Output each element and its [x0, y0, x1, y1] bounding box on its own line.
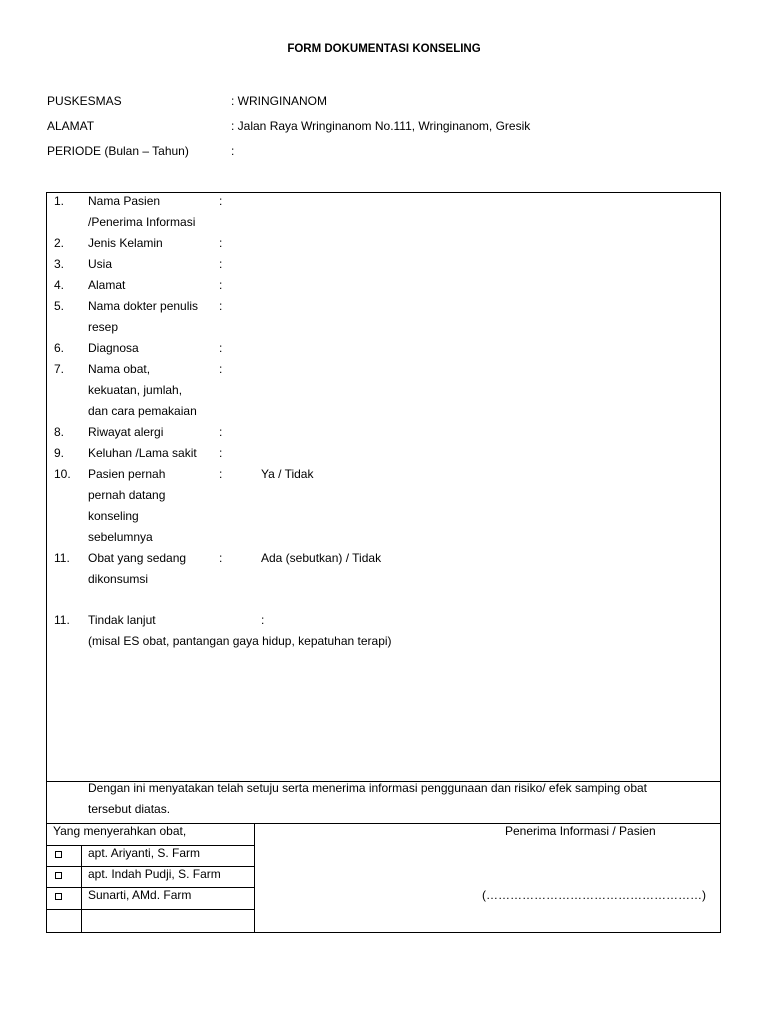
item-colon: : [219, 257, 223, 271]
item-label-line: pernah datang [88, 488, 166, 502]
item-label-line: Keluhan /Lama sakit [88, 446, 197, 460]
puskesmas-label: PUSKESMAS [47, 94, 122, 108]
item-label-line: resep [88, 320, 119, 334]
item-label-line: Jenis Kelamin [88, 236, 163, 250]
checkbox-column-divider [81, 845, 82, 933]
item-colon: : [219, 467, 223, 481]
signature-column-divider [254, 823, 255, 933]
staff-name-1: apt. Ariyanti, S. Farm [88, 846, 201, 860]
item-label-line: Riwayat alergi [88, 425, 164, 439]
statement-line-1: Dengan ini menyatakan telah setuju serta menerima informasi penggunaan dan risiko/ efek samping obat [88, 781, 647, 795]
item-label-line: Obat yang sedang [88, 551, 187, 565]
item-colon: : [219, 362, 223, 376]
item-label-line: Alamat [88, 278, 126, 292]
periode-value: : [231, 144, 235, 158]
item-number: 5. [54, 299, 65, 313]
staff-checkbox-2[interactable] [55, 872, 62, 879]
staff-name-2: apt. Indah Pudji, S. Farm [88, 867, 221, 881]
item-label-line: Nama dokter penulis [88, 299, 199, 313]
item-colon: : [219, 425, 223, 439]
item-number: 11. [54, 551, 70, 565]
item-label-line: dikonsumsi [88, 572, 149, 586]
item-label-line: /Penerima Informasi [88, 215, 196, 229]
item-label-line: Nama Pasien [88, 194, 161, 208]
tindak-label: Tindak lanjut [88, 613, 156, 627]
staff-checkbox-1[interactable] [55, 851, 62, 858]
periode-label: PERIODE (Bulan – Tahun) [47, 144, 189, 158]
item-label-line: Pasien pernah [88, 467, 166, 481]
item-number: 4. [54, 278, 65, 292]
staff-checkbox-3[interactable] [55, 893, 62, 900]
tindak-number: 11. [54, 613, 70, 627]
giver-header: Yang menyerahkan obat, [53, 824, 187, 838]
item-number: 8. [54, 425, 65, 439]
item-number: 3. [54, 257, 65, 271]
item-value: Ya / Tidak [261, 467, 314, 481]
item-colon: : [219, 299, 223, 313]
staff-row-line-4 [46, 909, 254, 910]
staff-name-3: Sunarti, AMd. Farm [88, 888, 192, 902]
tindak-colon: : [261, 613, 265, 627]
item-label-line: dan cara pemakaian [88, 404, 197, 418]
item-colon: : [219, 236, 223, 250]
item-number: 10. [54, 467, 71, 481]
item-number: 1. [54, 194, 65, 208]
statement-line-2: tersebut diatas. [88, 802, 171, 816]
puskesmas-value: : WRINGINANOM [231, 94, 327, 108]
receiver-signature-line: (………………………………………………) [482, 888, 706, 902]
item-number: 7. [54, 362, 65, 376]
item-number: 2. [54, 236, 65, 250]
item-colon: : [219, 194, 223, 208]
item-label-line: konseling [88, 509, 139, 523]
receiver-header: Penerima Informasi / Pasien [505, 824, 656, 838]
item-value: Ada (sebutkan) / Tidak [261, 551, 382, 565]
item-label-line: sebelumnya [88, 530, 153, 544]
item-colon: : [219, 341, 223, 355]
item-label-line: Diagnosa [88, 341, 139, 355]
item-colon: : [219, 446, 223, 460]
alamat-label: ALAMAT [47, 119, 95, 133]
tindak-note: (misal ES obat, pantangan gaya hidup, kepatuhan terapi) [88, 634, 392, 648]
alamat-value: : Jalan Raya Wringinanom No.111, Wringinanom, Gresik [231, 119, 531, 133]
item-label-line: Usia [88, 257, 113, 271]
item-label-line: kekuatan, jumlah, [88, 383, 183, 397]
item-colon: : [219, 551, 223, 565]
form-title: FORM DOKUMENTASI KONSELING [287, 43, 481, 55]
item-number: 6. [54, 341, 65, 355]
item-number: 9. [54, 446, 65, 460]
item-label-line: Nama obat, [88, 362, 151, 376]
item-colon: : [219, 278, 223, 292]
